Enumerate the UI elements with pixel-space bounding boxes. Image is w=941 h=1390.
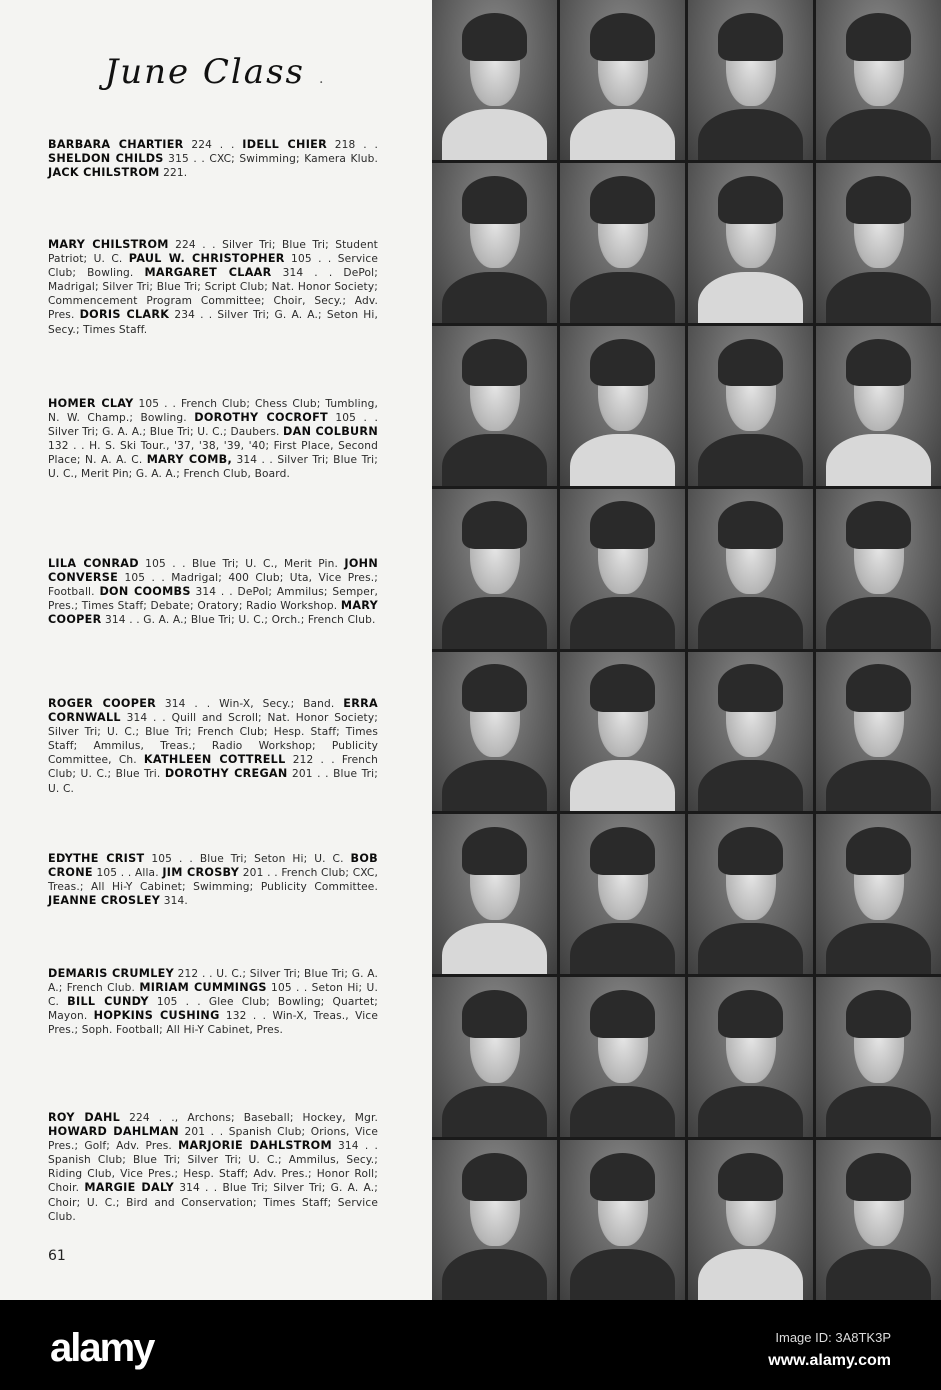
student-activities: 224 . . [183,139,243,151]
title-mark: . [318,71,326,87]
student-portrait [432,1140,557,1300]
portrait-hair [590,176,655,224]
portrait-hair [846,664,911,712]
student-portrait [688,977,813,1137]
student-portrait [688,1140,813,1300]
student-portrait [432,977,557,1137]
student-name: JACK CHILSTROM [48,166,160,180]
student-portrait [816,652,941,812]
portrait-hair [846,176,911,224]
student-name: ERRA CORNWALL [48,697,378,725]
student-activities: 105 . . Glee Club; Bowling; Quartet; Mayon. [48,996,378,1023]
portrait-body [570,1249,675,1300]
student-activities: 315 . . CXC; Swimming; Kamera Klub. [163,153,378,166]
portrait-body [698,597,803,648]
portrait-body [570,434,675,485]
portrait-body [442,760,547,811]
portrait-body [826,434,931,485]
portrait-hair [462,339,527,387]
student-name: JOHN CONVERSE [48,557,379,585]
portrait-hair [846,501,911,549]
portrait-body [698,109,803,160]
student-portrait [560,0,685,160]
student-portrait [560,977,685,1137]
student-portrait [432,489,557,649]
portrait-body [442,109,547,160]
portrait-grid [432,0,941,1300]
student-activities: 132 . . Win-X, Treas., Vice Pres.; Soph. Football; All Hi-Y Cabinet, Pres. [48,1010,378,1037]
student-activities: 314. [160,895,188,908]
portrait-hair [462,13,527,61]
portrait-hair [846,13,911,61]
student-entry [48,852,378,908]
student-name: ROGER COOPER [48,697,157,710]
portrait-body [442,272,547,323]
student-activities: 105 . . French Club; Chess Club; Tumbling, N. W. Champ.; Bowling. [48,398,378,425]
portrait-body [442,597,547,648]
portrait-body [698,1086,803,1137]
student-name: DEMARIS CRUMLEY [48,967,174,980]
student-activities: 224 . ., Archons; Baseball; Hockey, Mgr. [120,1112,378,1124]
portrait-body [698,434,803,485]
student-portrait [816,814,941,974]
student-portrait [688,652,813,812]
student-name: MARGARET CLAAR [144,266,272,280]
student-name: MARJORIE DAHLSTROM [178,1139,332,1153]
student-name: MARY CHILSTROM [48,238,169,251]
student-name: DOROTHY CREGAN [164,767,288,781]
student-entry [48,138,378,180]
student-portrait [688,0,813,160]
student-activities: 105 . . Service Club; Bowling. [48,253,378,280]
student-name: PAUL W. CHRISTOPHER [128,252,285,266]
portrait-hair [718,339,783,387]
portrait-hair [462,990,527,1038]
student-portrait [560,1140,685,1300]
alamy-logo: alamy [50,1326,154,1370]
student-entry [48,238,378,337]
portrait-body [442,923,547,974]
student-entry [48,697,378,796]
portrait-body [826,1249,931,1300]
student-portrait [816,977,941,1137]
student-activities: 132 . . H. S. Ski Tour., '37, '38, '39, '40; First Place, Second Place; N. A. A. C. [48,440,378,467]
student-activities: 105 . . Seton Hi; U. C. [48,982,378,1009]
portrait-body [826,760,931,811]
portrait-body [826,109,931,160]
portrait-hair [718,1153,783,1201]
student-portrait [688,814,813,974]
page-title [90,52,340,92]
portrait-hair [590,664,655,712]
portrait-body [826,923,931,974]
portrait-hair [718,176,783,224]
portrait-hair [590,501,655,549]
portrait-hair [590,990,655,1038]
student-portrait [560,489,685,649]
student-activities: 218 . . [327,139,378,151]
student-portrait [688,489,813,649]
portrait-hair [462,176,527,224]
student-activities: 314 . . DePol; Madrigal; Silver Tri; Blue Tri; Script Club; Nat. Honor Society; Commencement Program Committee; Choir, Secy.; Adv. Pres. [48,267,378,322]
portrait-hair [846,990,911,1038]
student-entry [48,967,378,1037]
portrait-body [442,1249,547,1300]
student-activities: 201 . . Blue Tri; U. C. [48,768,378,795]
portrait-body [698,760,803,811]
student-name: MIRIAM CUMMINGS [139,981,267,995]
portrait-hair [718,501,783,549]
portrait-body [826,272,931,323]
title-text: June Class [104,52,305,92]
portrait-hair [590,339,655,387]
site-url: www.alamy.com [768,1352,891,1369]
student-portrait [688,326,813,486]
student-activities: 212 . . French Club; U. C.; Blue Tri. [48,754,378,781]
portrait-hair [718,827,783,875]
student-portrait [432,652,557,812]
page-number: 61 [48,1248,66,1264]
portrait-body [698,923,803,974]
portrait-hair [462,827,527,875]
portrait-hair [718,13,783,61]
portrait-body [826,597,931,648]
student-portrait [816,163,941,323]
student-name: EDYTHE CRIST [48,852,145,865]
student-name: LILA CONRAD [48,557,139,570]
portrait-hair [846,1153,911,1201]
portrait-hair [846,339,911,387]
student-activities: 314 . . Silver Tri; Blue Tri; U. C., Merit Pin; G. A. A.; French Club, Board. [48,454,378,481]
student-name: IDELL CHIER [242,138,328,151]
student-portrait [560,163,685,323]
portrait-hair [462,664,527,712]
student-name: DOROTHY COCROFT [194,411,328,425]
student-activities: 224 . . Silver Tri; Blue Tri; Student Patriot; U. C. [48,239,378,266]
student-name: HOPKINS CUSHING [93,1009,220,1023]
student-portrait [816,1140,941,1300]
portrait-body [826,1086,931,1137]
portrait-body [442,1086,547,1137]
student-entry [48,1111,378,1224]
student-activities: 314 . . Win-X, Secy.; Band. [156,698,344,710]
student-name: DON COOMBS [99,585,191,599]
student-name: KATHLEEN COTTRELL [143,753,286,767]
portrait-hair [590,1153,655,1201]
portrait-hair [590,13,655,61]
student-entry [48,397,378,482]
student-activities: 105 . . Madrigal; 400 Club; Uta, Vice Pres.; Football. [48,572,378,599]
student-activities: 105 . . Silver Tri; G. A. A.; Blue Tri; U. C.; Daubers. [48,412,379,439]
student-activities: 314 . . Spanish Club; Blue Tri; Silver Tri; U. C.; Ammilus, Secy.; Riding Club, Vice Pres.; Hesp. Staff; Adv. Pres.; Honor Roll; Choir. [48,1140,378,1195]
student-name: MARY COMB, [146,453,233,467]
student-activities: 314 . . Quill and Scroll; Nat. Honor Society; Silver Tri; U. C.; Blue Tri; French Club; Hesp. Staff; Times Staff; Ammilus, Treas.; Radio Workshop; Publicity Committee, Ch. [48,712,378,767]
student-activities: 221. [159,167,188,180]
portrait-body [570,760,675,811]
student-name: HOWARD DAHLMAN [48,1125,179,1139]
student-portrait [432,163,557,323]
student-portrait [816,0,941,160]
student-name: ROY DAHL [48,1111,121,1124]
student-name: MARY COOPER [48,599,378,627]
student-portrait [816,489,941,649]
portrait-hair [718,990,783,1038]
portrait-body [442,434,547,485]
portrait-body [570,923,675,974]
student-activities: 314 . . Blue Tri; Silver Tri; G. A. A.; Choir; U. C.; Bird and Conservation; Times Staff; Service Club. [48,1182,378,1223]
student-name: SHELDON CHILDS [48,152,164,166]
student-portrait [560,652,685,812]
student-portrait [432,814,557,974]
student-activities: 201 . . French Club; CXC, Treas.; All Hi-Y Cabinet; Swimming; Publicity Committee. [48,867,378,894]
portrait-body [570,597,675,648]
student-activities: 105 . . Blue Tri; U. C., Merit Pin. [138,558,345,570]
portrait-hair [462,501,527,549]
student-name: MARGIE DALY [84,1181,175,1195]
student-name: HOMER CLAY [48,397,134,410]
student-name: DAN COLBURN [283,425,378,439]
student-activities: 234 . . Silver Tri; G. A. A.; Seton Hi, Secy.; Times Staff. [48,309,379,336]
student-activities: 201 . . Spanish Club; Orions, Vice Pres.; Golf; Adv. Pres. [48,1126,378,1153]
image-id: Image ID: 3A8TK3P [775,1330,891,1345]
student-activities: 314 . . G. A. A.; Blue Tri; U. C.; Orch.; French Club. [101,614,376,627]
portrait-body [570,1086,675,1137]
portrait-hair [718,664,783,712]
student-entry [48,557,378,627]
watermark-bar [0,1300,941,1390]
student-name: BILL CUNDY [67,995,149,1009]
student-name: JIM CROSBY [162,866,240,880]
student-portrait [688,163,813,323]
student-name: JEANNE CROSLEY [48,894,161,908]
student-portrait [560,326,685,486]
portrait-hair [462,1153,527,1201]
student-activities: 105 . . Blue Tri; Seton Hi; U. C. [144,853,351,865]
portrait-body [698,272,803,323]
portrait-hair [846,827,911,875]
student-activities: 314 . . DePol; Ammilus; Semper, Pres.; Times Staff; Debate; Oratory; Radio Workshop. [48,586,378,613]
student-name: DORIS CLARK [79,308,170,322]
portrait-body [570,109,675,160]
portrait-hair [590,827,655,875]
student-activities: 105 . . Alla. [92,867,163,880]
student-portrait [432,0,557,160]
portrait-body [698,1249,803,1300]
student-portrait [816,326,941,486]
student-portrait [560,814,685,974]
student-portrait [432,326,557,486]
student-name: BOB CRONE [48,852,378,880]
portrait-body [570,272,675,323]
student-name: BARBARA CHARTIER [48,138,184,151]
student-activities: 212 . . U. C.; Silver Tri; Blue Tri; G. A. A.; French Club. [48,968,378,995]
